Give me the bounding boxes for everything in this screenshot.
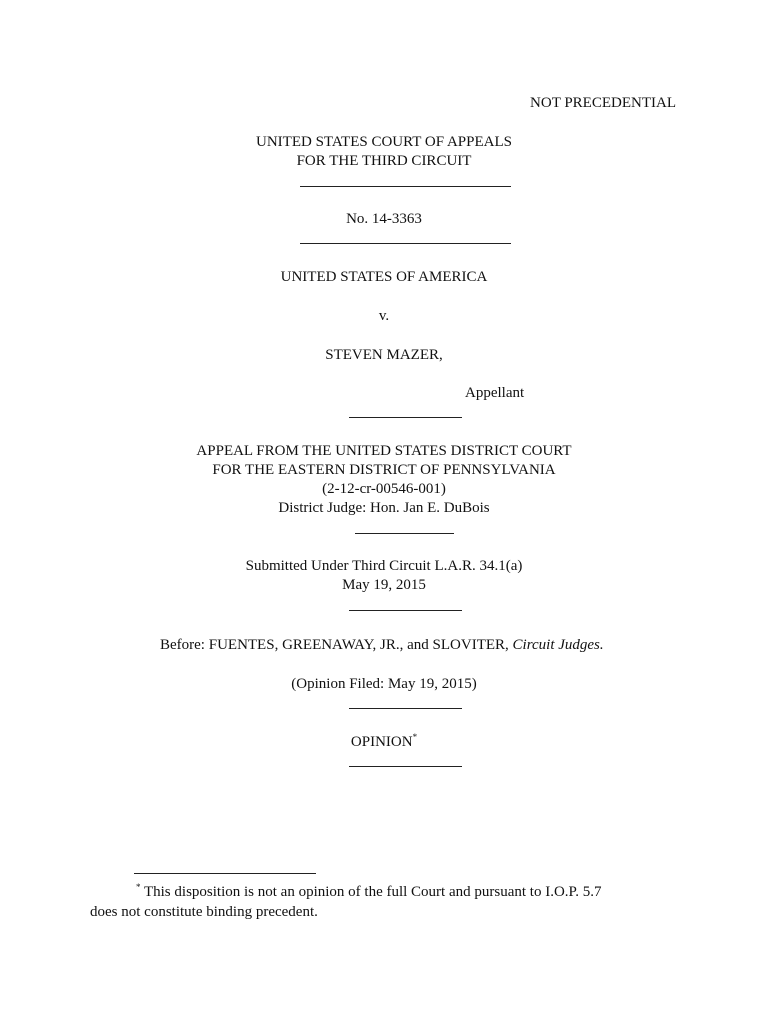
separator-rule xyxy=(349,766,462,767)
footnote-mark: * xyxy=(136,882,141,892)
separator-rule xyxy=(349,417,462,418)
docket-number: (2-12-cr-00546-001) xyxy=(322,481,446,497)
footnote xyxy=(90,882,690,922)
footnote-separator xyxy=(134,873,316,874)
defendant-name: STEVEN MAZER, xyxy=(325,347,443,363)
separator-rule xyxy=(300,243,511,244)
separator-rule xyxy=(355,533,454,534)
plaintiff-name: UNITED STATES OF AMERICA xyxy=(280,269,488,285)
opinion-heading xyxy=(0,733,768,751)
case-number: No. 14-3363 xyxy=(346,211,422,227)
separator-rule xyxy=(349,610,462,611)
appellant-label: Appellant xyxy=(465,385,525,401)
panel-judges xyxy=(160,636,604,654)
panel-judges-names: Before: FUENTES, GREENAWAY, JR., and SLOVITER, xyxy=(160,637,513,653)
footnote-text-line2: does not constitute binding precedent. xyxy=(90,904,318,920)
versus-label: v. xyxy=(378,308,390,324)
court-name-line2: FOR THE THIRD CIRCUIT xyxy=(296,153,472,169)
court-name-line1: UNITED STATES COURT OF APPEALS xyxy=(256,134,512,150)
separator-rule xyxy=(349,708,462,709)
district-judge: District Judge: Hon. Jan E. DuBois xyxy=(278,500,490,516)
opinion-heading-text: OPINION xyxy=(350,734,413,750)
footnote-reference-mark: * xyxy=(412,732,418,742)
footnote-text-line1: This disposition is not an opinion of the full Court and pursuant to I.O.P. 5.7 xyxy=(140,884,602,900)
panel-judges-title: Circuit Judges. xyxy=(512,637,604,653)
opinion-filed-date: (Opinion Filed: May 19, 2015) xyxy=(291,676,477,692)
footnote-line1 xyxy=(90,882,690,902)
submission-line: Submitted Under Third Circuit L.A.R. 34.1(a) xyxy=(245,558,523,574)
submission-date: May 19, 2015 xyxy=(342,577,426,593)
precedential-status: NOT PRECEDENTIAL xyxy=(530,95,676,111)
appeal-line1: APPEAL FROM THE UNITED STATES DISTRICT COURT xyxy=(196,443,572,459)
separator-rule xyxy=(300,186,511,187)
appeal-line2: FOR THE EASTERN DISTRICT OF PENNSYLVANIA xyxy=(212,462,556,478)
